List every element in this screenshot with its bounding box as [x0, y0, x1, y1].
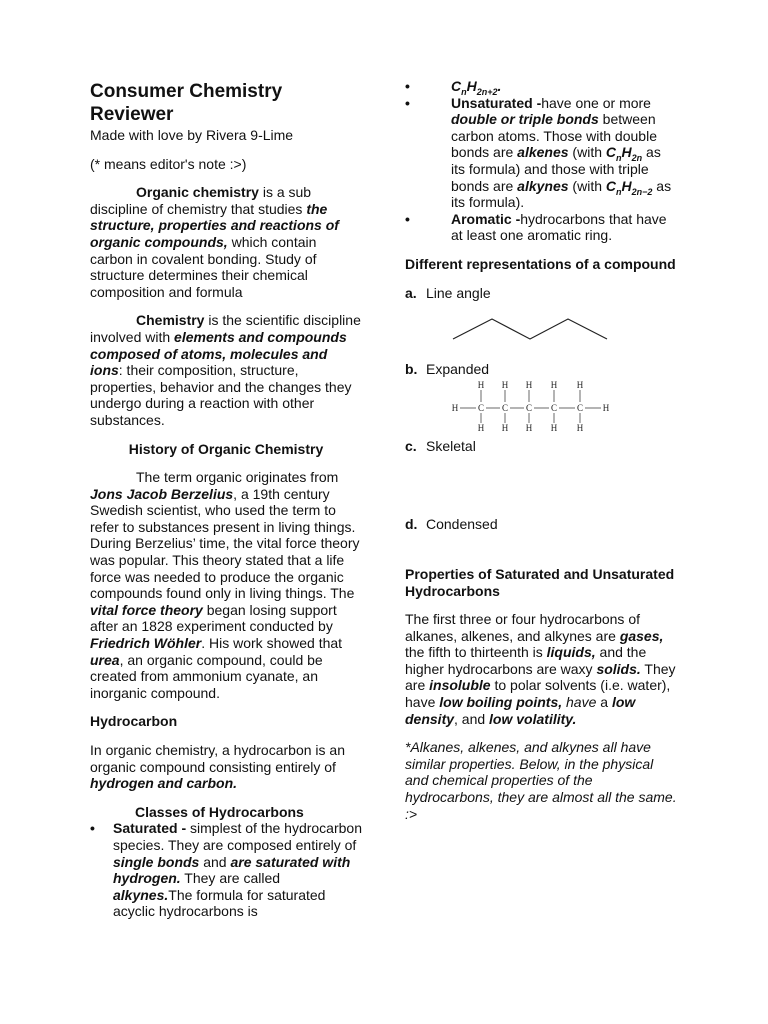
hydrogen-atom-top: H — [550, 379, 558, 390]
classes-list-continued — [405, 78, 677, 244]
list-item-aromatic: • Aromatic -hydrocarbons that have at least one aromatic ring. — [405, 211, 677, 244]
properties-editor-note: *Alkanes, alkenes, and alkynes all have similar properties. Below, in the physical and chemical properties of the hydrocarbons, they are almost all the same. :> — [405, 739, 677, 822]
carbon-atom: C — [576, 402, 584, 413]
hydrogen-atom-top: H — [477, 379, 485, 390]
carbon-atom: C — [525, 402, 533, 413]
chemistry-paragraph: Chemistry is the scientific discipline involved with elements and compounds composed of atoms, molecules and ions: their composition, structure, properties, behavior and the changes they undergo during a reaction with other substances. — [90, 312, 361, 428]
hydrogen-atom-bottom: H — [576, 422, 584, 433]
right-column — [405, 78, 677, 822]
representations-heading: Different representations of a compound — [405, 255, 676, 272]
carbon-atom: C — [550, 402, 558, 413]
expanded-structure-diagram — [405, 378, 677, 434]
line-angle-zigzag — [453, 319, 607, 339]
emphasis-structure: the structure, properties and reactions of organic compounds, — [90, 200, 339, 250]
carbon-atom: C — [501, 402, 509, 413]
rep-line-angle: a. Line angle — [405, 284, 491, 301]
hydrocarbon-heading: Hydrocarbon — [90, 713, 178, 730]
hydrocarbon-paragraph: In organic chemistry, a hydrocarbon is an organic compound consisting entirely of hydrogen and carbon. — [90, 742, 345, 792]
history-paragraph: The term organic originates from Jons Jacob Berzelius, a 19th century Swedish scientist, who used the term to refer to substances present in living things. During Berzelius’ time, the vital force theory was popular. This theory stated that a life force was needed to produce the organic compounds found only in living things. The vital force theory began losing support after an 1828 experiment conducted by Friedrich Wöhler. His work showed that urea, an organic compound, could be created from ammonium cyanate, an inorganic compound. — [90, 469, 360, 701]
organic-chemistry-paragraph: Organic chemistry is a sub discipline of chemistry that studies the structure, properties and reactions of organic compounds, which contain carbon in covalent bonding. Study of structure determines their chemical composition and formula — [90, 184, 339, 300]
rep-expanded: b. Expanded — [405, 361, 490, 378]
hydrogen-atom-top: H — [525, 379, 533, 390]
term-chemistry: Chemistry — [136, 312, 205, 329]
hydrogen-atom-top: H — [501, 379, 509, 390]
list-item-unsaturated: • Unsaturated -have one or more double or triple bonds between carbon atoms. Those with double bonds are alkenes (with $C_nH_{2n}$ as its formula) and those with triple bonds are alkynes (with $C_nH_{2n-2}$ as its formula). — [405, 95, 677, 211]
rep-condensed: d. Condensed — [405, 516, 498, 533]
hydrogen-atom-top: H — [576, 379, 584, 390]
hydrogen-atom-bottom: H — [525, 422, 533, 433]
properties-paragraph: The first three or four hydrocarbons of alkanes, alkenes, and alkynes are gases, the fifth to thirteenth is liquids, and the higher hydrocarbons are waxy solids. They are insoluble to polar solvents (i.e. water), have low boiling points, have a low density, and low volatility. — [405, 611, 676, 727]
hydrogen-atom-left: H — [451, 402, 459, 413]
emphasis-elements: elements and compounds composed of atoms, molecules and ions — [90, 328, 347, 379]
properties-heading: Properties of Saturated and Unsaturated Hydrocarbons — [405, 565, 675, 599]
carbon-atom: C — [477, 402, 485, 413]
classes-heading: Classes of Hydrocarbons — [135, 803, 304, 820]
page-title: Consumer Chemistry Reviewer — [90, 81, 283, 125]
hydrogen-atom-bottom: H — [501, 422, 509, 433]
left-column — [90, 80, 362, 920]
hydrogen-atom-bottom: H — [550, 422, 558, 433]
classes-list — [90, 820, 362, 920]
term-organic-chemistry: Organic chemistry — [136, 184, 259, 201]
line-angle-diagram — [405, 301, 677, 347]
rep-skeletal: c. Skeletal — [405, 437, 476, 454]
saturated-formula: • $C_nH_{2n+2}$. — [405, 78, 677, 95]
list-item-saturated: • Saturated - simplest of the hydrocarbon species. They are composed entirely of single bonds and are saturated with hydrogen. They are called alkynes.The formula for saturated acyclic hydrocarbons is — [90, 820, 362, 920]
hydrogen-atom-bottom: H — [477, 422, 485, 433]
history-heading: History of Organic Chemistry — [128, 440, 324, 457]
byline: Made with love by Rivera 9-Lime — [90, 127, 294, 143]
hydrogen-atom-right: H — [602, 402, 610, 413]
editor-note: (* means editor's note :>) — [90, 155, 247, 172]
